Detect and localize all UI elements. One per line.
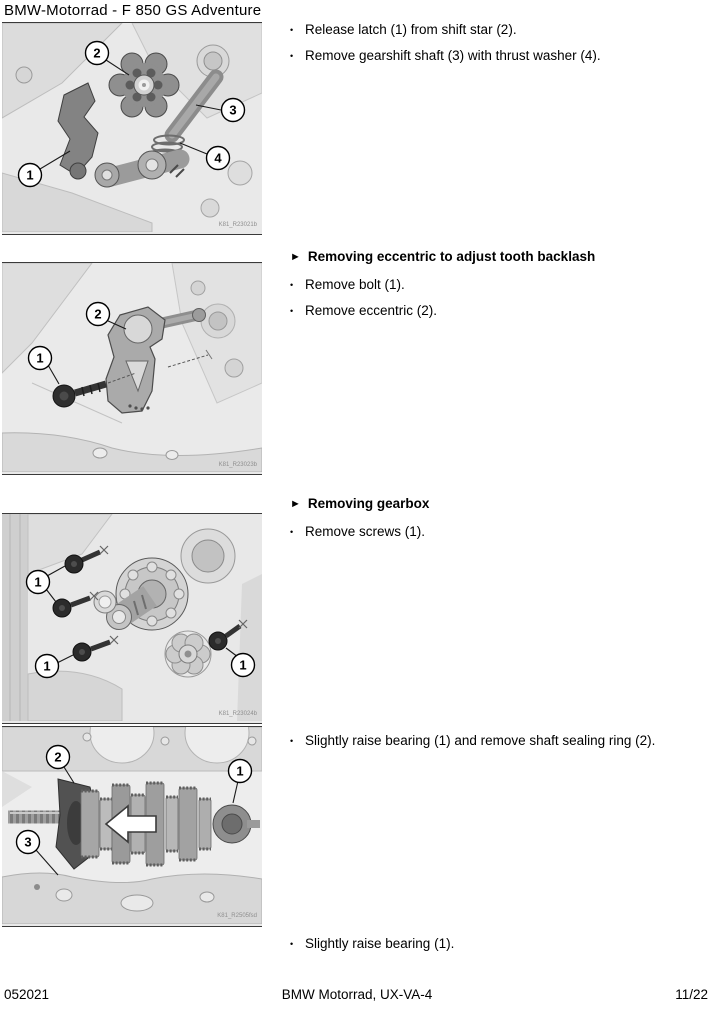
- callout-1: [36, 655, 59, 678]
- instruction-bullet: [290, 48, 710, 64]
- svg-text:3: 3: [24, 834, 32, 850]
- callout-3: [17, 831, 40, 854]
- instruction-text: Remove screws (1).: [305, 524, 426, 539]
- section-heading-text: Removing eccentric to adjust tooth backlash: [307, 249, 596, 264]
- svg-text:2: 2: [94, 306, 102, 322]
- svg-text:4: 4: [214, 150, 222, 166]
- footer-revision-code: 052021: [4, 987, 50, 1002]
- figure-gear-shafts: [2, 726, 262, 927]
- instruction-bullet: [290, 733, 710, 749]
- svg-text:1: 1: [26, 167, 34, 183]
- callout-3: [222, 99, 245, 122]
- instruction-text: Remove gearshift shaft (3) with thrust washer (4).: [305, 48, 601, 63]
- svg-text:1: 1: [43, 658, 51, 674]
- callout-2: [86, 42, 109, 65]
- instruction-bullet: [290, 303, 710, 319]
- bullet-dot-icon: •: [290, 736, 294, 746]
- figure-shift-star: [2, 22, 262, 235]
- svg-text:1: 1: [36, 350, 44, 366]
- arrow-right-icon: ►: [290, 498, 301, 510]
- instruction-text: Slightly raise bearing (1) and remove shaft sealing ring (2).: [305, 733, 656, 748]
- section-heading-text: Removing gearbox: [307, 496, 430, 511]
- bullet-dot-icon: •: [290, 939, 294, 949]
- footer-document-id: BMW Motorrad, UX-VA-4: [281, 987, 433, 1002]
- callout-2: [47, 746, 70, 769]
- gear-shafts-illustration: [2, 727, 262, 924]
- figure-label: K81_R2505fsd: [217, 913, 257, 919]
- callout-1: [27, 571, 50, 594]
- instruction-text: Remove bolt (1).: [305, 277, 405, 292]
- eccentric-illustration: [2, 263, 262, 472]
- svg-text:1: 1: [34, 574, 42, 590]
- gearbox-screws-illustration: [2, 514, 262, 721]
- instruction-bullet: [290, 524, 710, 540]
- svg-text:1: 1: [239, 657, 247, 673]
- input-shaft-part: [8, 813, 66, 817]
- callout-2: [87, 303, 110, 326]
- instruction-bullet: [290, 936, 710, 952]
- callout-1: [229, 760, 252, 783]
- svg-text:2: 2: [54, 749, 62, 765]
- figure-label: K81_R23023b: [218, 462, 257, 468]
- instruction-bullet: [290, 277, 710, 293]
- section-raise-bearing: [290, 733, 710, 759]
- page-title: BMW-Motorrad - F 850 GS Adventure: [4, 2, 262, 19]
- section-heading: [290, 249, 710, 265]
- section-raise-bearing-2: [290, 936, 710, 962]
- instruction-text: Release latch (1) from shift star (2).: [305, 22, 517, 37]
- shift-star-illustration: [2, 23, 262, 232]
- callout-1: [29, 347, 52, 370]
- section-removing-eccentric: [290, 249, 710, 329]
- callout-1: [19, 164, 42, 187]
- section-heading: [290, 496, 710, 512]
- callout-1: [232, 654, 255, 677]
- callout-4: [207, 147, 230, 170]
- bullet-dot-icon: •: [290, 306, 294, 316]
- section-removing-gearbox: [290, 496, 710, 550]
- figure-gearbox-screws: [2, 513, 262, 724]
- figure-label: K81_R23024b: [218, 711, 257, 717]
- arrow-right-icon: ►: [290, 251, 301, 263]
- section-release-latch: [290, 22, 710, 74]
- svg-text:1: 1: [236, 763, 244, 779]
- svg-text:2: 2: [93, 45, 101, 61]
- instruction-text: Remove eccentric (2).: [305, 303, 438, 318]
- bullet-dot-icon: •: [290, 51, 294, 61]
- svg-text:3: 3: [229, 102, 237, 118]
- bullet-dot-icon: •: [290, 25, 294, 35]
- instruction-text: Slightly raise bearing (1).: [305, 936, 455, 951]
- pump-rotor-part: [165, 631, 211, 677]
- figure-label: K81_R23021b: [218, 222, 257, 228]
- figure-eccentric: [2, 262, 262, 475]
- bullet-dot-icon: •: [290, 527, 294, 537]
- instruction-bullet: [290, 22, 710, 38]
- footer-page-number: 11/22: [675, 987, 708, 1002]
- bullet-dot-icon: •: [290, 280, 294, 290]
